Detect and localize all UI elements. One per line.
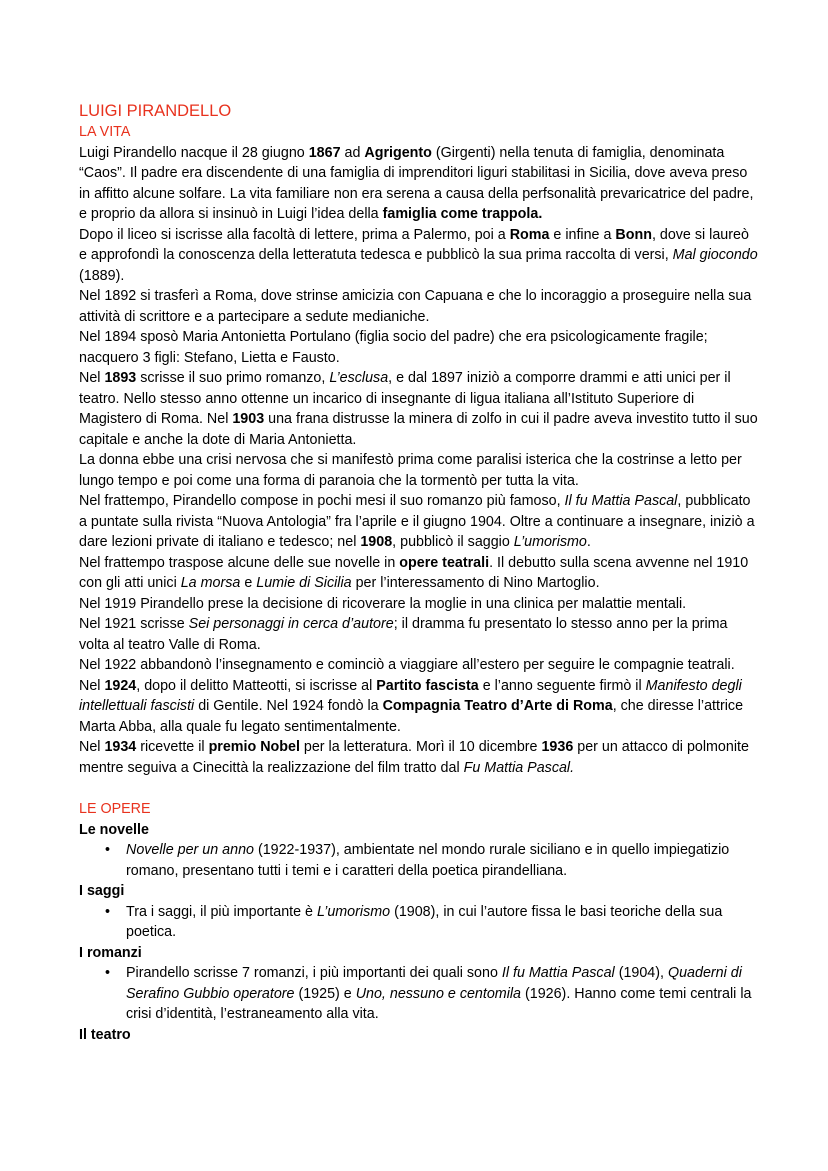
list-novelle <box>79 840 759 881</box>
paragraph-theatre-debut: Nel frattempo traspose alcune delle sue novelle in opere teatrali. Il debutto sulla scena avvenne nel 1910 con gli atti unici La morsa e Lumie di Sicilia per l’interessamento di Nino Martoglio. <box>79 554 749 591</box>
paragraph-marriage: Nel 1894 sposò Maria Antonietta Portulano (figlia socio del padre) che era psicologicamente fragile; nacquero 3 figli: Stefano, Lietta e Fausto. <box>79 329 708 366</box>
document-page <box>79 100 759 1045</box>
page-title: LUIGI PIRANDELLO <box>79 102 232 120</box>
bullet-icon: • <box>105 965 111 981</box>
list-saggi <box>79 902 759 943</box>
paragraph-wife-crisis: La donna ebbe una crisi nervosa che si manifestò prima come paralisi isterica che la costrinse a letto per lungo tempo e poi come una forma di paranoia che la tormentò per tutta la vita. <box>79 452 742 489</box>
paragraph-birth: Luigi Pirandello nacque il 28 giugno 1867 ad Agrigento (Girgenti) nella tenuta di famiglia, denominata “Caos”. Il padre era discendente di una famiglia di imprenditori liguri stabilitasi in Sicilia, dove aveva preso in affitto alcune solfare. La vita familiare non era serena a causa della perfsonalità prevaricatrice del padre, e proprio da allora si insinuò in Luigi l’idea della famiglia come trappola. <box>79 144 754 222</box>
paragraph-rome: Nel 1892 si trasferì a Roma, dove strinse amicizia con Capuana e che lo incoraggio a proseguire nella sua attività di scrittore e a partecipare a sedute medianiche. <box>79 288 752 325</box>
subheading-saggi: I saggi <box>79 883 125 899</box>
subheading-novelle: Le novelle <box>79 821 149 838</box>
paragraph-sei-personaggi: Nel 1921 scrisse Sei personaggi in cerca d’autore; il dramma fu presentato lo stesso anno per la prima volta al teatro Valle di Roma. <box>79 616 728 653</box>
paragraph-education: Dopo il liceo si iscrisse alla facoltà di lettere, prima a Palermo, poi a Roma e infine a Bonn, dove si laureò e approfondì la conoscenza della letteratuta tedesca e pubblicò la sua prima raccolta di versi, Mal giocondo (1889). <box>79 226 758 284</box>
paragraph-fascism: Nel 1922 abbandonò l’insegnamento e cominciò a viaggiare all’estero per seguire le compagnie teatrali. Nel 1924, dopo il delitto Matteotti, si iscrisse al Partito fascista e l’anno seguente firmò il Manifesto degli intellettuali fascisti di Gentile. Nel 1924 fondò la Compagnia Teatro d’Arte di Roma, che diresse l’attrice Marta Abba, alla quale fu legato sentimentalmente. <box>79 657 744 735</box>
subheading-romanzi: I romanzi <box>79 944 142 961</box>
list-item: • Pirandello scrisse 7 romanzi, i più importanti dei quali sono Il fu Mattia Pascal (1904), Quaderni di Serafino Gubbio operatore (1925) e Uno, nessuno e centomila (1926). Hanno come temi centrali la crisi d’identità, l’estraneamento alla vita. <box>105 965 752 1022</box>
paragraph-nobel-death: Nel 1934 ricevette il premio Nobel per la letteratura. Morì il 10 dicembre 1936 per un attacco di polmonite mentre seguiva a Cinecittà la realizzazione del film tratto dal Fu Mattia Pascal. <box>79 739 749 776</box>
list-item: • Tra i saggi, il più importante è L’umorismo (1908), in cui l’autore fissa le basi teoriche della sua poetica. <box>105 903 723 940</box>
paragraph-clinic: Nel 1919 Pirandello prese la decisione di ricoverare la moglie in una clinica per malattie mentali. <box>79 595 687 612</box>
list-romanzi <box>79 963 759 1025</box>
bullet-icon: • <box>105 903 111 920</box>
paragraph-mattia-pascal: Nel frattempo, Pirandello compose in pochi mesi il suo romanzo più famoso, Il fu Mattia Pascal, pubblicato a puntate sulla rivista “Nuova Antologia” fra l’aprile e il giugno 1904. Oltre a continuare a insegnare, iniziò a dare lezioni private di italiano e tedesco; nel 1908, pubblicò il saggio L’umorismo. <box>79 493 755 550</box>
list-item: • Novelle per un anno (1922-1937), ambientate nel mondo rurale siciliano e in quello impiegatizio romano, presentano tutti i temi e i caratteri della poetica pirandelliana. <box>105 842 730 879</box>
spacer <box>79 778 759 799</box>
section-heading-vita: LA VITA <box>79 124 131 140</box>
paragraph-first-novel: Nel 1893 scrisse il suo primo romanzo, L’esclusa, e dal 1897 iniziò a comporre drammi e atti unici per il teatro. Nello stesso anno ottenne un incarico di insegnante di ligua italiana all’Istituto Superiore di Magistero di Roma. Nel 1903 una frana distrusse la minera di zolfo in cui il padre aveva investito tutto il suo capitale e anche la dote di Maria Antonietta. <box>79 370 758 448</box>
section-heading-opere: LE OPERE <box>79 801 151 817</box>
subheading-teatro: Il teatro <box>79 1026 131 1043</box>
bullet-icon: • <box>105 842 111 858</box>
